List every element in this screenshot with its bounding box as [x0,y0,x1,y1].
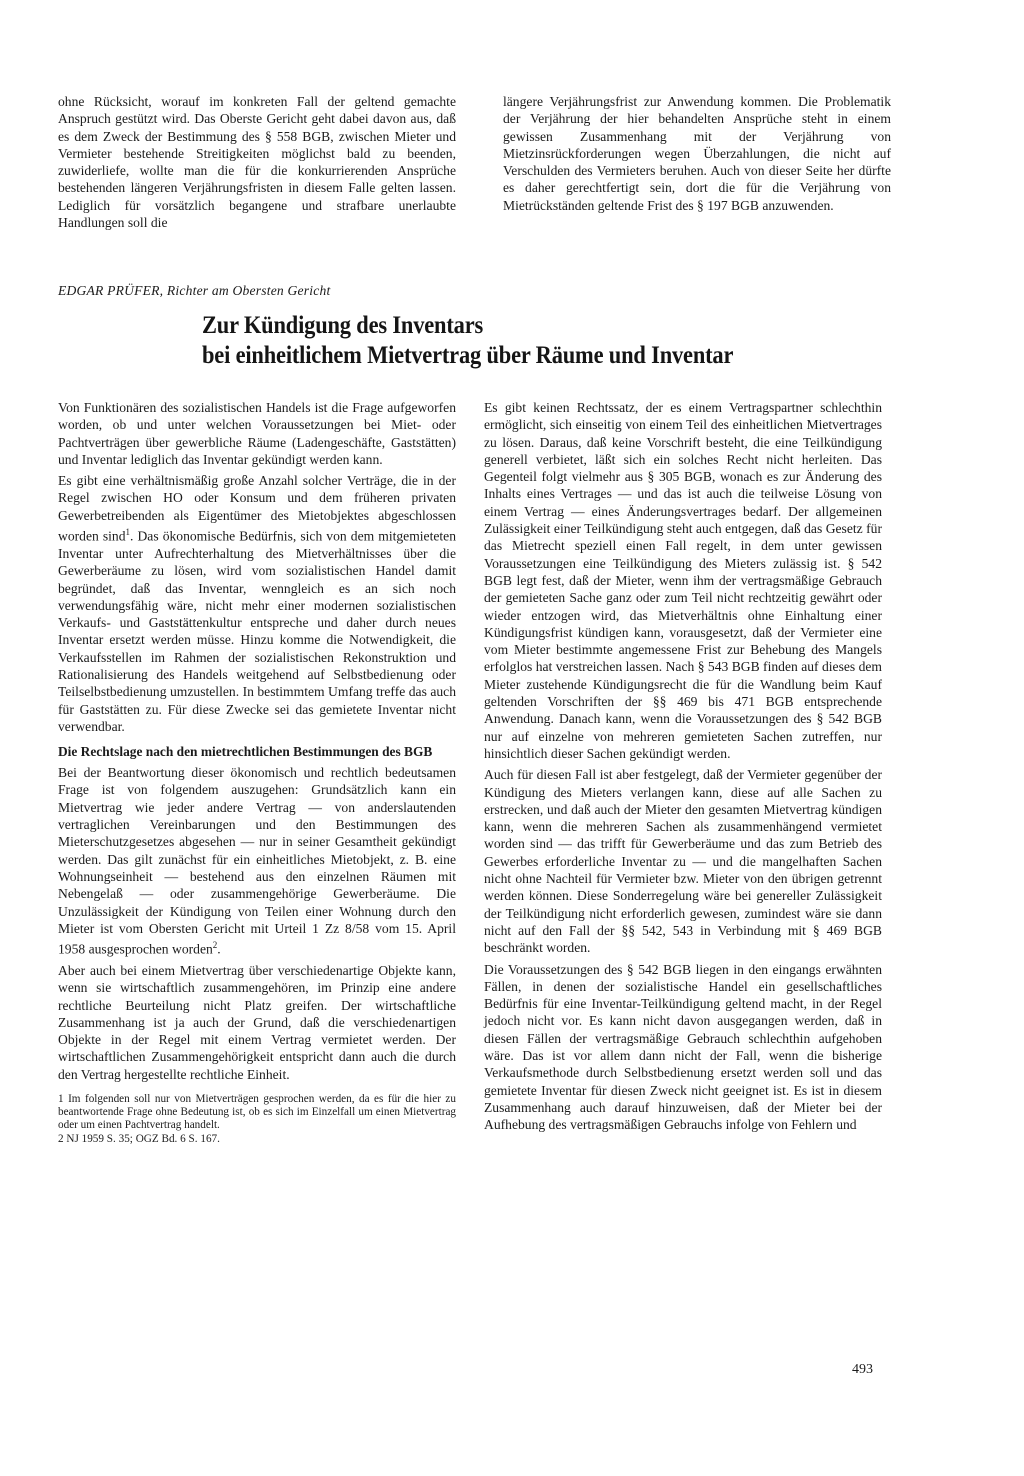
left-paragraph-4: Aber auch bei einem Mietvertrag über verschiedenartige Objekte kann, wenn sie wirtschaftlich zusammengehören, im Prinzip eine andere rechtliche Beurteilung nicht Platz greifen. Der wirtschaftliche Zusammenhang ist ja auch der Grund, daß die verschiedenartigen Objekte in der Regel mit einem Vertrag vermietet werden. Der wirtschaftlichen Zusammengehörigkeit entspricht dann auch die durch den Vertrag hergestellte rechtliche Einheit. [58,962,456,1082]
footnotes [58,1093,456,1146]
left-paragraph-3 [58,764,456,958]
top-right-paragraph: längere Verjährungsfrist zur Anwendung kommen. Die Problematik der Verjährung der hier behandelten Ansprüche steht in einem gewissen Zusammenhang mit der Verjährung von Mietzinsrückforderungen wegen Überzahlungen, die nicht auf Verschulden des Vermieters beruhen. Auch von dieser Seite her dürfte es daher gerechtfertigt sein, dort die für die Verjährung von Mietrückständen geltende Frist des § 197 BGB anzuwenden. [503,94,891,213]
right-paragraph-2: Auch für diesen Fall ist aber festgelegt, daß der Vermieter gegenüber der Kündigung des Mieters verlangen kann, diese auf alle Sachen zu erstrecken, und daß auch der Mieter den gesamten Mietvertrag kündigen kann, wenn die mehreren Sachen als zusammenhängend vermietet worden sind — das trifft für Gewerberäume und das zum Betrieb des Gewerbes erforderliche Inventar zu — und die mangelhaften Sachen nicht ohne Nachteil für Vermieter bzw. Mieter von den übrigen getrennt werden können. Diese Sonderregelung wäre bei genereller Zulässigkeit der Teilkündigung nicht erforderlich gewesen, zumindest wäre sie dann nicht auf den Fall der §§ 542, 543 in Verbindung mit § 469 BGB beschränkt worden. [484,767,882,956]
footnote-1: 1 Im folgenden soll nur von Mietverträgen gesprochen werden, da es für die hier zu beantwortende Frage ohne Bedeutung ist, ob es sich im Einzelfall um einen Mietvertrag oder um einen Pachtvertrag handelt. [58,1093,456,1132]
left-paragraph-3-text-b: . [217,941,221,957]
left-paragraph-1: Von Funktionären des sozialistischen Handels ist die Frage aufgeworfen worden, ob und unter welchen Voraussetzungen bei Miet- oder Pachtverträgen über gewerbliche Räume (Ladengeschäfte, Gaststätten) und Inventar lediglich das Inventar gekündigt werden kann. [58,400,456,467]
footnote-ref-1: 1 [125,527,131,538]
page-number: 493 [852,1362,873,1377]
article-title-line-2: bei einheitlichem Mietvertrag über Räume und Inventar [202,340,734,369]
author-byline: EDGAR PRÜFER, Richter am Obersten Gericht [58,283,331,298]
right-paragraph-1: Es gibt keinen Rechtssatz, der es einem Vertragspartner schlechthin ermöglicht, sich einseitig von einem Teil des einheitlichen Mietvertrages zu lösen. Daraus, daß keine Vorschrift besteht, die eine Teilkündigung generell verbietet, läßt sich ein solches Recht nicht herleiten. Das Gegenteil folgt vielmehr aus § 305 BGB, wonach es zur Änderung des Inhalts eines Vertrages — und das ist auch die teilweise Lösung von einem Vertrag — eines Änderungsvertrages bedarf. Der allgemeinen Zulässigkeit einer Teilkündigung steht auch entgegen, daß das Gesetz für das Mietrecht speziell einen Fall regelt, in dem unter gewissen Voraussetzungen eine Teilkündigung des Mieters zulässig ist. § 542 BGB legt fest, daß der Mieter, wenn ihm der vertragsmäßige Gebrauch der gemieteten Sache ganz oder zum Teil nicht rechtzeitig gewährt oder wieder entzogen wird, das Mietverhältnis ohne Einhaltung einer Kündigungsfrist kündigen kann, vorausgesetzt, daß der Vermieter eine vom Mieter bestimmte angemessene Frist zur Behebung des Mangels erfolglos hat verstreichen lassen. Nach § 543 BGB finden auf dieses dem Mieter zustehende Kündigungsrecht die für die Wandlung beim Kauf geltenden Vorschriften der §§ 469 bis 471 BGB entsprechende Anwendung. Danach kann, wenn die Voraussetzungen des § 542 BGB nur auf einzelne von mehreren gemieteten Sachen zutreffen, nur hinsichtlich dieser Sachen gekündigt werden. [484,400,882,761]
left-paragraph-2 [58,472,456,735]
left-paragraph-2-text-b: . Das ökonomische Bedürfnis, sich von dem mitgemieteten Inventar unter Aufrechterhaltung des Mietverhältnisses über die Gewerberäume zu lösen, wird vom sozialistischen Handel damit begründet, daß das Inventar, wenngleich es an sich noch verwendungsfähig wäre, nicht mehr einer modernen sozialistischen Verkaufs- und Gaststättenkultur entspreche und daher durch neues Inventar ersetzt werden müsse. Hinzu komme die Notwendigkeit, die Verkaufsstellen im Rahmen der sozialistischen Rekonstruktion und Rationalisierung des Handels weitgehend auf Selbstbedienung oder Teilselbstbedienung umzustellen. In bestimmtem Umfang treffe das auch für Gaststätten zu. Für diese Zwecke sei das gemietete Inventar nicht verwendbar. [58,528,457,734]
top-left-paragraph: ohne Rücksicht, worauf im konkreten Fall der geltend gemachte Anspruch gestützt wird. Das Oberste Gericht geht dabei davon aus, daß es dem Zweck der Bestimmung des § 558 BGB, zwischen Mieter und Vermieter bestehende Streitigkeiten möglichst bald zu beenden, zuwiderliefe, wollte man die für die konkurrierenden Ansprüche bestehenden längeren Verjährungsfristen in diesem Falle gelten lassen. Lediglich für vorsätzlich begangene und strafbare unerlaubte Handlungen soll die [58,94,456,231]
left-paragraph-2-text-a: Es gibt eine verhältnismäßig große Anzahl solcher Verträge, die in der Regel zwischen HO oder Konsum und dem früheren privaten Gewerbetreibenden als Eigentümer des Mietobjektes abgeschlossen worden sind [58,473,456,544]
top-right-column [503,93,891,218]
footnote-2: 2 NJ 1959 S. 35; OGZ Bd. 6 S. 167. [58,1132,220,1145]
right-column [484,399,882,1137]
left-column [58,399,456,1146]
top-left-column [58,93,456,235]
section-heading: Die Rechtslage nach den mietrechtlichen Bestimmungen des BGB [58,744,433,760]
footnote-ref-2: 2 [212,940,218,951]
article-title [202,310,818,370]
article-title-line-1: Zur Kündigung des Inventars [202,310,484,339]
left-paragraph-3-text-a: Bei der Beantwortung dieser ökonomisch und rechtlich bedeutsamen Frage ist von folgendem auszugehen: Grundsätzlich kann ein Mietvertrag wie jeder andere Vertrag — von anderslautenden vertraglichen Vereinbarungen und den Bestimmungen des Mieterschutzgesetzes abgesehen — nur in seiner Gesamtheit gekündigt werden. Das gilt zunächst für ein einheitliches Mietobjekt, z. B. eine Wohnungseinheit — bestehend aus den einzelnen Räumen mit Nebengelaß — oder zusammengehörige Gewerberäume. Die Unzulässigkeit der Kündigung von Teilen einer Wohnung durch den Mieter ist vom Obersten Gericht mit Urteil 1 Zz 8/58 vom 15. April 1958 ausgesprochen worden [58,765,456,957]
right-paragraph-3: Die Voraussetzungen des § 542 BGB liegen in den eingangs erwähnten Fällen, in denen der sozialistische Handel ein gesellschaftliches Bedürfnis für eine Inventar-Teilkündigung geltend macht, in der Regel jedoch nicht vor. Es kann nicht davon ausgegangen werden, daß in diesen Fällen der vertragsmäßige Gebrauch schlechthin aufgehoben wäre. Das ist vor allem dann nicht der Fall, wenn die bisherige Verkaufsmethode durch Selbstbedienung ersetzt werden soll und das gemietete Inventar für diesen Zweck nicht geeignet ist. Es ist in diesem Zusammenhang auch darauf hinzuweisen, daß der Mieter bei der Aufhebung des vertragsmäßigen Gebrauchs infolge von Fehlern und [484,961,882,1133]
